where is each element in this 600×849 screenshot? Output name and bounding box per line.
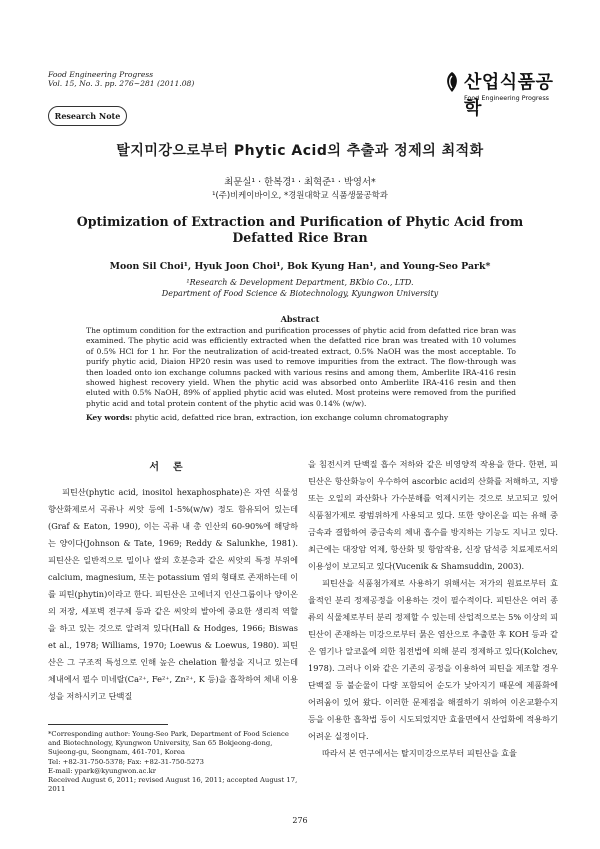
footnote-line: Tel: +82-31-750-5378; Fax: +82-31-750-5273 xyxy=(48,757,204,766)
journal-logo xyxy=(436,68,556,119)
right-paragraph: 을 침전시켜 단백질 흡수 저하와 같은 비영양적 작용을 한다. 한편, 피틴산은 항산화능이 우수하여 ascorbic acid의 산화를 저해하고, 지방 또는 오일의 과산화나 가수분해를 억제시키는 것으로 보고되고 있어 식품첨가제로 광범위하게 사용되고 있다. 또한 양이온을 띠는 유해 중금속과 결합하여 중금속의 체내 흡수를 방지하는 기능도 지니고 있다. 최근에는 대장암 억제, 항산화 및 항암작용, 신장 담석증 치료제로서의 이용성이 보고되고 있다(Vucenik & Shamsuddin, 2003). xyxy=(308,459,558,571)
section-heading-introduction: 서론 xyxy=(149,462,197,473)
authors-english: Moon Sil Choi¹, Hyuk Joon Choi¹, Bok Kyung Han¹, and Young-Seo Park* xyxy=(109,261,491,272)
keywords xyxy=(86,413,516,423)
footnote-divider xyxy=(48,724,168,725)
right-paragraph: 따라서 본 연구에서는 탈지미강으로부터 피틴산을 효율 xyxy=(322,748,517,758)
page-number: 276 xyxy=(292,816,308,825)
left-column xyxy=(48,484,298,705)
footnote-line: *Corresponding author: Young-Seo Park, Department of Food Science and Biotechnology, Kyungwon University, San 65 Bokjeong-dong, Sujeong-gu, Seongnam, 461-701, Korea xyxy=(48,730,289,757)
article-type-badge: Research Note xyxy=(48,106,127,126)
journal-info xyxy=(48,70,194,89)
footnote-line: Received August 6, 2011; revised August 16, 2011; accepted August 17, 2011 xyxy=(48,776,298,794)
keywords-text: phytic acid, defatted rice bran, extraction, ion exchange column chromatography xyxy=(132,413,449,422)
logo-mark-icon xyxy=(442,70,462,94)
keywords-label: Key words: xyxy=(86,413,133,422)
right-paragraph: 피틴산을 식품첨가제로 사용하기 위해서는 저가의 원료로부터 효율적인 분리 정제공정을 이용하는 것이 필수적이다. 피틴산은 여러 종류의 식물체로부터 분리 정제할 수 있는데 산업적으로는 5% 이상의 피틴산이 존재하는 미강으로부터 묽은 염산으로 추출한 후 KOH 등과 같은 염기나 알코올에 의한 침전법에 의해 분리 정제하고 있다(Kolchev, 1978). 그러나 이와 같은 기존의 공정을 이용하여 피틴을 제조할 경우 단백질 등 불순물이 다량 포함되어 순도가 낮아지기 때문에 제품화에 어려움이 있어 왔다. 이러한 문제점을 해결하기 위하여 이온교환수지 등을 이용한 흡착법 등이 시도되었지만 효율면에서 산업화에 적용하기 어려운 실정이다. xyxy=(308,578,558,741)
title-english xyxy=(60,214,540,246)
abstract-heading: Abstract xyxy=(280,314,320,324)
title-english-line2: Defatted Rice Bran xyxy=(232,230,368,245)
affiliation-english-1: ¹Research & Development Department, BKbio Co., LTD. xyxy=(186,278,414,287)
affiliation-english-2: Department of Food Science & Biotechnology, Kyungwon University xyxy=(161,289,439,298)
title-korean: 탈지미강으로부터 Phytic Acid의 추출과 정제의 최적화 xyxy=(116,143,484,159)
logo-english-text: Food Engineering Progress xyxy=(464,94,550,102)
footnote-line: E-mail: ypark@kyungwon.ac.kr xyxy=(48,766,156,775)
journal-name: Food Engineering Progress xyxy=(48,70,154,79)
journal-volume: Vol. 15, No. 3. pp. 276~281 (2011.08) xyxy=(48,79,195,89)
authors-korean: 최문실¹ · 한복경¹ · 최혁준¹ · 박영서* xyxy=(224,177,376,188)
logo-korean-text: 산업식품공학 xyxy=(464,72,554,119)
title-english-line1: Optimization of Extraction and Purification of Phytic Acid from xyxy=(76,214,524,229)
left-paragraph: 피틴산(phytic acid, inositol hexaphosphate)은 자연 식물성 향산화제로서 곡류나 씨앗 등에 1-5%(w/w) 정도 함유되어 있는데(Graf & Eaton, 1990), 이는 곡류 내 총 인산의 60-90%에 해당하는 양이다(Johnson & Tate, 1969; Reddy & Salunkhe, 1981). 피틴산은 일반적으로 밀이나 쌀의 호분층과 같은 씨앗의 특정 부위에 calcium, magnesium, 또는 potassium 염의 형태로 존재하는데 이를 피틴(phytin)이라고 한다. 피틴산은 고에너지 인산그룹이나 양이온의 저장, 세포벽 전구체 등과 같은 씨앗의 발아에 중요한 생리적 역할을 하고 있는 것으로 알려져 있다(Hall & Hodges, 1966; Biswas et al., 1978; Williams, 1970; Loewus & Loewus, 1980). 피틴산은 그 구조적 특성으로 인해 높은 chelation 활성을 지니고 있는데 체내에서 필수 미네랄(Ca²⁺, Fe²⁺, Zn²⁺, K 등)을 흡착하여 체내 이용성을 저하시키고 단백질 xyxy=(48,487,298,701)
corresponding-author-footnote xyxy=(48,730,298,794)
right-column xyxy=(308,456,558,762)
abstract-text: The optimum condition for the extraction and purification processes of phytic acid from defatted rice bran was examined. The phytic acid was efficiently extracted when the defatted rice bran was treated with 10 volumes of 0.5% HCl for 1 hr. For the neutralization of acid-treated extract, 0.5% NaOH was the most acceptable. To purify phytic acid, Diaion HP20 resin was used to remove impurities from the extract. The flow-through was then loaded onto ion exchange columns packed with various resins and among them, Amberlite IRA-416 resin showed highest recovery yield. When the phytic acid was absorbed onto Amberlite IRA-416 resin and then eluted with 0.5% NaOH, 89% of applied phytic acid was eluted. Most proteins were removed from the purified phytic acid and total protein content of the phytic acid was 0.14% (w/w). xyxy=(86,326,516,408)
affiliation-korean: ¹(주)비케이바이오, *경원대학교 식품생물공학과 xyxy=(212,190,388,200)
affiliation-english xyxy=(0,277,600,299)
